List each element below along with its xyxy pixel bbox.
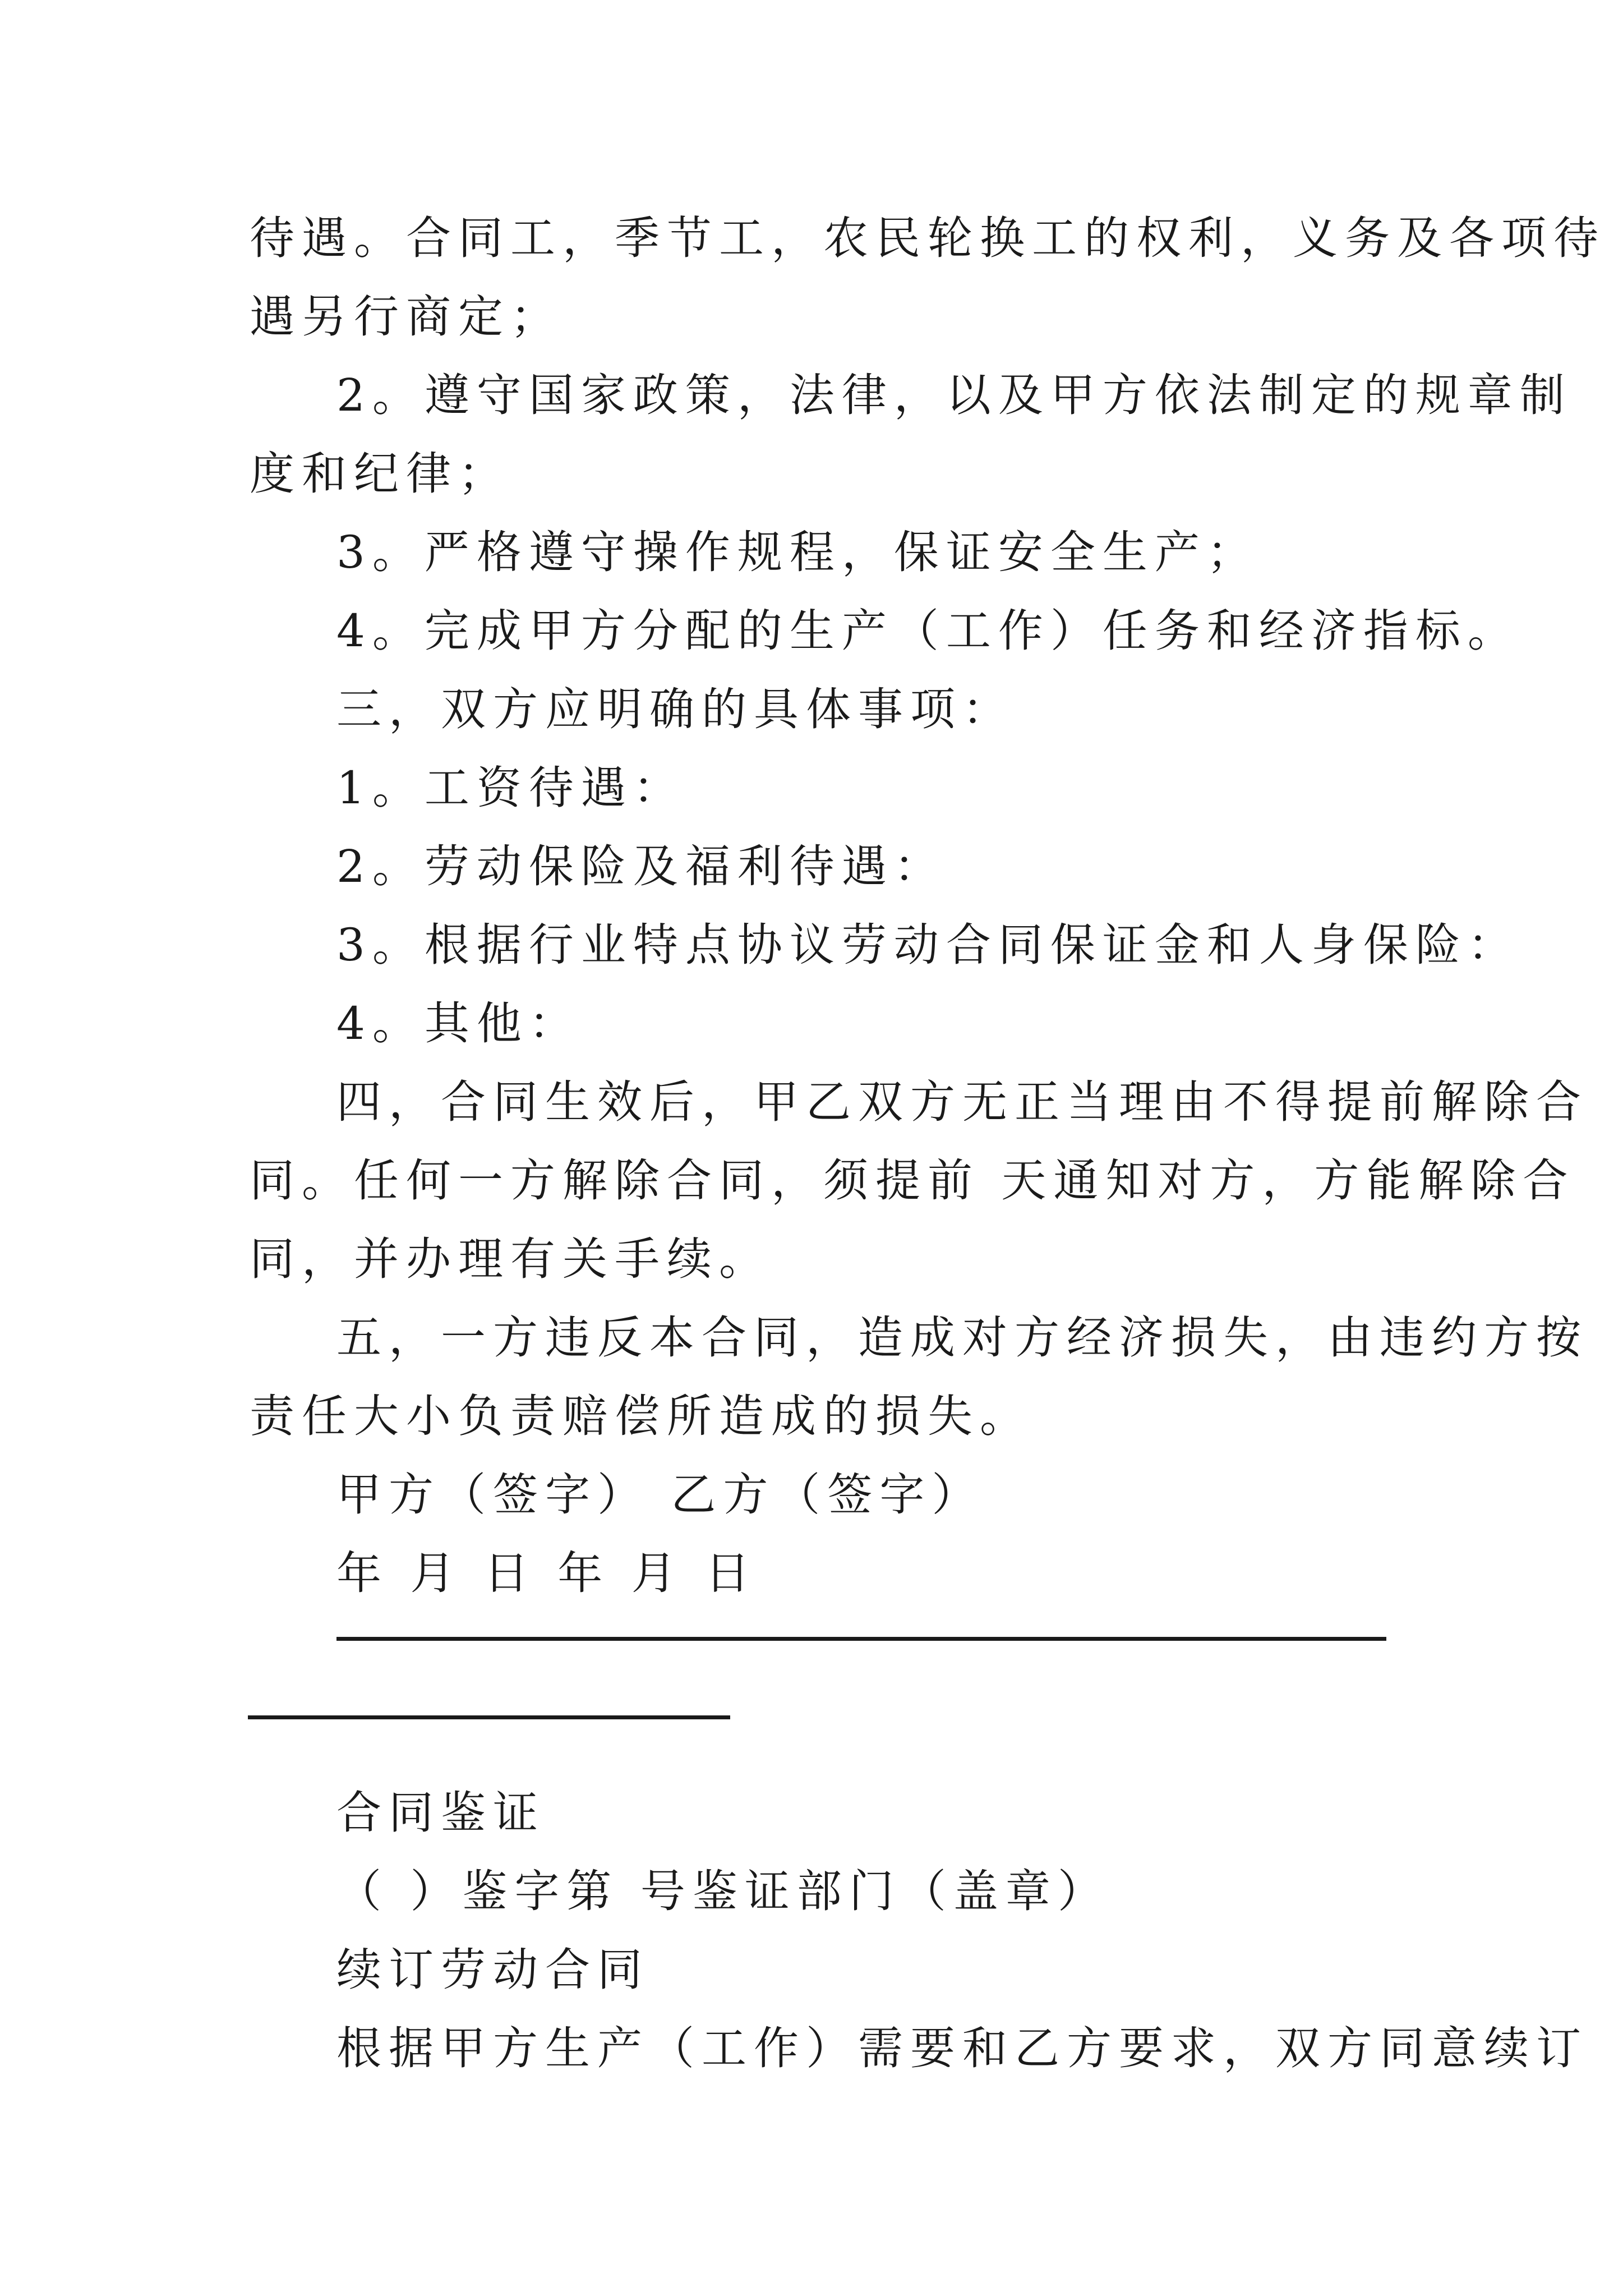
paragraph-line: 待遇。合同工，季节工，农民轮换工的权利，义务及各项待 [250, 212, 1606, 264]
paragraph-line: 2。遵守国家政策，法律，以及甲方依法制定的规章制 [336, 369, 1572, 421]
paragraph-line: 遇另行商定； [250, 291, 562, 343]
separator-rule [336, 1637, 1386, 1641]
paragraph-line: 同。任何一方解除合同，须提前 天通知对方，方能解除合 [250, 1154, 1575, 1207]
paragraph-line: 度和纪律； [250, 448, 510, 500]
list-item: 2。劳动保险及福利待遇： [336, 840, 946, 892]
signature-line: 甲方（签字） 乙方（签字） [336, 1469, 984, 1521]
list-item: 3。严格遵守操作规程，保证安全生产； [336, 526, 1259, 578]
date-line: 年 月 日 年 月 日 [336, 1547, 758, 1599]
section-heading: 三，双方应明确的具体事项： [336, 683, 1015, 735]
list-item: 3。根据行业特点协议劳动合同保证金和人身保险： [336, 919, 1520, 971]
paragraph-line: 根据甲方生产（工作）需要和乙方要求，双方同意续订 [336, 2022, 1588, 2074]
paragraph-line: 五，一方违反本合同，造成对方经济损失，由违约方按 [336, 1312, 1588, 1364]
list-item: 1。工资待遇： [336, 762, 685, 814]
section-heading: 合同鉴证 [336, 1787, 545, 1839]
separator-rule [248, 1715, 730, 1719]
paragraph-line: 责任大小负责赔偿所造成的损失。 [250, 1390, 1032, 1442]
paragraph-line: （ ）鉴字第 号鉴证部门（盖章） [336, 1865, 1110, 1917]
paragraph-line: 四，合同生效后，甲乙双方无正当理由不得提前解除合 [336, 1076, 1588, 1128]
list-item: 4。完成甲方分配的生产（工作）任务和经济指标。 [336, 605, 1520, 657]
paragraph-line: 同，并办理有关手续。 [250, 1233, 771, 1285]
list-item: 4。其他： [336, 997, 581, 1050]
section-heading: 续订劳动合同 [336, 1944, 649, 1996]
